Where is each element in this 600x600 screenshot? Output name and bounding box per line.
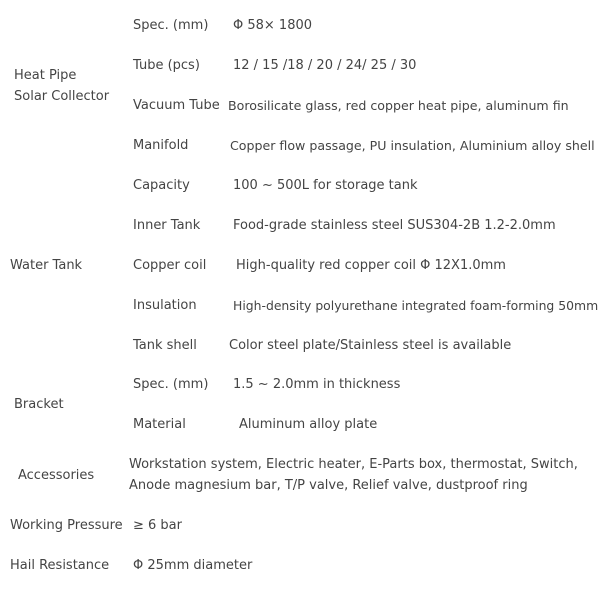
value-hail-resistance: Φ 25mm diameter (133, 558, 253, 573)
label-hail-resistance: Hail Resistance (10, 558, 110, 573)
label-bracket-spec: Spec. (mm) (133, 377, 209, 392)
value-inner-tank: Food-grade stainless steel SUS304-2B 1.2-2.0mm (233, 218, 556, 233)
label-tube: Tube (pcs) (133, 58, 200, 73)
value-material: Aluminum alloy plate (239, 417, 378, 432)
label-working-pressure: Working Pressure (10, 518, 123, 533)
value-tank-shell: Color steel plate/Stainless steel is available (229, 338, 512, 353)
value-insulation: High-density polyurethane integrated foam-forming 50mm (233, 298, 599, 313)
accessories-line2: Anode magnesium bar, T/P valve, Relief valve, dustproof ring (129, 478, 528, 493)
label-vacuum-tube: Vacuum Tube (133, 98, 220, 113)
label-material: Material (133, 417, 186, 432)
group-bracket: Bracket (14, 397, 64, 412)
value-capacity: 100 ~ 500L for storage tank (233, 178, 418, 193)
label-inner-tank: Inner Tank (133, 218, 201, 233)
value-spec: Φ 58× 1800 (233, 18, 313, 33)
value-manifold: Copper flow passage, PU insulation, Aluminium alloy shell (230, 138, 595, 153)
value-tube: 12 / 15 /18 / 20 / 24/ 25 / 30 (233, 58, 417, 73)
group-accessories: Accessories (18, 468, 95, 483)
label-manifold: Manifold (133, 138, 189, 153)
value-bracket-spec: 1.5 ~ 2.0mm in thickness (233, 377, 401, 392)
label-capacity: Capacity (133, 178, 190, 193)
label-spec: Spec. (mm) (133, 18, 209, 33)
value-copper-coil: High-quality red copper coil Φ 12X1.0mm (236, 258, 506, 273)
group-heat-pipe-line2: Solar Collector (14, 89, 110, 104)
group-heat-pipe-line1: Heat Pipe (14, 68, 77, 83)
accessories-line1: Workstation system, Electric heater, E-Parts box, thermostat, Switch, (129, 457, 578, 472)
group-water-tank: Water Tank (10, 258, 83, 273)
value-vacuum-tube: Borosilicate glass, red copper heat pipe, aluminum fin (228, 98, 569, 113)
label-copper-coil: Copper coil (133, 258, 207, 273)
label-tank-shell: Tank shell (133, 338, 197, 353)
label-insulation: Insulation (133, 298, 197, 313)
value-working-pressure: ≥ 6 bar (133, 518, 182, 533)
